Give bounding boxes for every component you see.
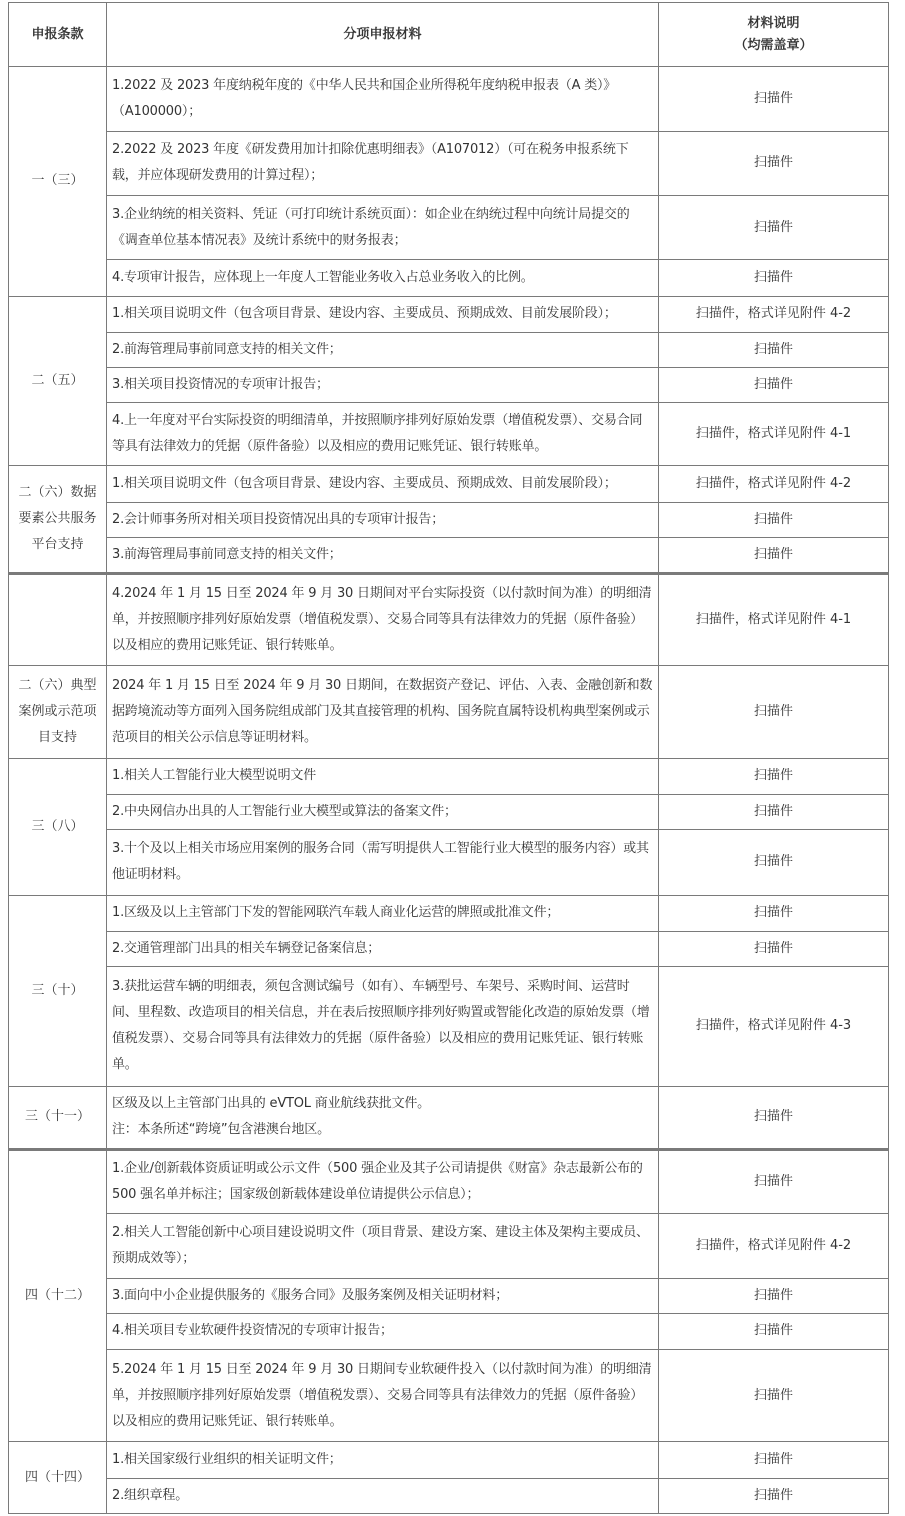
table-row — [9, 1086, 889, 1149]
note-cell: 扫描件 — [659, 131, 889, 195]
note-cell: 扫描件，格式详见附件 4-3 — [659, 966, 889, 1086]
material-cell: 1.相关项目说明文件（包含项目背景、建设内容、主要成员、预期成效、目前发展阶段）； — [107, 296, 659, 332]
material-cell: 3.十个及以上相关市场应用案例的服务合同（需写明提供人工智能行业大模型的服务内容）或其他证明材料。 — [107, 830, 659, 895]
material-cell: 1.相关项目说明文件（包含项目背景、建设内容、主要成员、预期成效、目前发展阶段）； — [107, 466, 659, 502]
clause-cell: 二（六）典型案例或示范项目支持 — [9, 666, 107, 758]
note-cell: 扫描件 — [659, 1149, 889, 1213]
table-row — [9, 195, 889, 259]
note-cell: 扫描件，格式详见附件 4-2 — [659, 1214, 889, 1278]
note-cell: 扫描件，格式详见附件 4-2 — [659, 466, 889, 502]
note-cell: 扫描件，格式详见附件 4-2 — [659, 296, 889, 332]
table-row — [9, 1149, 889, 1213]
table-row — [9, 1349, 889, 1441]
material-cell: 3.前海管理局事前同意支持的相关文件； — [107, 537, 659, 573]
table-row — [9, 758, 889, 794]
material-cell: 3.面向中小企业提供服务的《服务合同》及服务案例及相关证明材料； — [107, 1278, 659, 1313]
materials-table — [8, 2, 889, 1514]
table-row — [9, 260, 889, 296]
table-row — [9, 1442, 889, 1478]
note-cell: 扫描件 — [659, 332, 889, 367]
table-row — [9, 403, 889, 466]
note-cell: 扫描件 — [659, 537, 889, 573]
table-row — [9, 502, 889, 537]
table-row — [9, 332, 889, 367]
note-cell: 扫描件 — [659, 758, 889, 794]
note-cell: 扫描件 — [659, 1349, 889, 1441]
material-line: 区级及以上主管部门出具的 eVTOL 商业航线获批文件。 — [112, 1096, 430, 1112]
material-cell: 2.会计师事务所对相关项目投资情况出具的专项审计报告； — [107, 502, 659, 537]
note-cell: 扫描件 — [659, 1442, 889, 1478]
header-note-line2: （均需盖章） — [734, 37, 813, 53]
note-cell: 扫描件，格式详见附件 4-1 — [659, 573, 889, 665]
note-cell: 扫描件 — [659, 1086, 889, 1149]
table-row — [9, 1478, 889, 1513]
table-row — [9, 296, 889, 332]
note-cell: 扫描件 — [659, 1478, 889, 1513]
material-cell: 3.企业纳统的相关资料、凭证（可打印统计系统页面）：如企业在纳统过程中向统计局提交的《调查单位基本情况表》及统计系统中的财务报表； — [107, 195, 659, 259]
table-row — [9, 1313, 889, 1349]
material-cell: 4.相关项目专业软硬件投资情况的专项审计报告； — [107, 1313, 659, 1349]
note-cell: 扫描件 — [659, 195, 889, 259]
material-cell: 3.获批运营车辆的明细表，须包含测试编号（如有）、车辆型号、车架号、采购时间、运营时间、里程数、改造项目的相关信息，并在表后按照顺序排列好购置或智能化改造的原始发票（增值税发票）、交易合同等具有法律效力的凭据（原件备验）以及相应的费用记账凭证、银行转账单。 — [107, 966, 659, 1086]
note-cell: 扫描件，格式详见附件 4-1 — [659, 403, 889, 466]
note-cell: 扫描件 — [659, 830, 889, 895]
clause-cell — [9, 573, 107, 665]
note-cell: 扫描件 — [659, 795, 889, 830]
material-cell: 2.前海管理局事前同意支持的相关文件； — [107, 332, 659, 367]
material-cell: 1.相关人工智能行业大模型说明文件 — [107, 758, 659, 794]
clause-cell: 四（十二） — [9, 1149, 107, 1442]
clause-cell: 三（十一） — [9, 1086, 107, 1149]
material-cell: 2.交通管理部门出具的相关车辆登记备案信息； — [107, 931, 659, 966]
material-cell: 2.2022 及 2023 年度《研发费用加计扣除优惠明细表》（A107012）（可在税务申报系统下载，并应体现研发费用的计算过程）； — [107, 131, 659, 195]
header-material: 分项申报材料 — [107, 3, 659, 67]
clause-cell: 三（八） — [9, 758, 107, 895]
material-cell: 1.2022 及 2023 年度纳税年度的《中华人民共和国企业所得税年度纳税申报表（A 类）》（A100000）； — [107, 67, 659, 131]
table-row — [9, 537, 889, 573]
note-cell: 扫描件 — [659, 502, 889, 537]
table-row — [9, 666, 889, 758]
material-cell: 4.专项审计报告，应体现上一年度人工智能业务收入占总业务收入的比例。 — [107, 260, 659, 296]
table-row — [9, 966, 889, 1086]
note-cell: 扫描件 — [659, 367, 889, 402]
material-cell: 4.2024 年 1 月 15 日至 2024 年 9 月 30 日期间对平台实际投资（以付款时间为准）的明细清单，并按照顺序排列好原始发票（增值税发票）、交易合同等具有法律效力的凭据（原件备验）以及相应的费用记账凭证、银行转账单。 — [107, 573, 659, 665]
table-row — [9, 895, 889, 931]
clause-cell: 三（十） — [9, 895, 107, 1086]
clause-cell: 二（六）数据要素公共服务平台支持 — [9, 466, 107, 574]
note-cell: 扫描件 — [659, 666, 889, 758]
table-row — [9, 1278, 889, 1313]
material-cell: 5.2024 年 1 月 15 日至 2024 年 9 月 30 日期间专业软硬件投入（以付款时间为准）的明细清单，并按照顺序排列好原始发票（增值税发票）、交易合同等具有法律效力的凭据（原件备验）以及相应的费用记账凭证、银行转账单。 — [107, 1349, 659, 1441]
table-row — [9, 795, 889, 830]
material-cell: 1.相关国家级行业组织的相关证明文件； — [107, 1442, 659, 1478]
table-row — [9, 931, 889, 966]
header-row — [9, 3, 889, 67]
header-note-line1: 材料说明 — [747, 15, 800, 31]
material-cell: 2.组织章程。 — [107, 1478, 659, 1513]
note-cell: 扫描件 — [659, 895, 889, 931]
table-row — [9, 1214, 889, 1278]
note-cell: 扫描件 — [659, 931, 889, 966]
note-cell: 扫描件 — [659, 67, 889, 131]
material-cell: 1.企业/创新载体资质证明或公示文件（500 强企业及其子公司请提供《财富》杂志最新公布的 500 强名单并标注；国家级创新载体建设单位请提供公示信息）； — [107, 1149, 659, 1213]
table-row — [9, 573, 889, 665]
material-cell: 2024 年 1 月 15 日至 2024 年 9 月 30 日期间，在数据资产登记、评估、入表、金融创新和数据跨境流动等方面列入国务院组成部门及其直接管理的机构、国务院直属特设机构典型案例或示范项目的相关公示信息等证明材料。 — [107, 666, 659, 758]
material-cell: 4.上一年度对平台实际投资的明细清单，并按照顺序排列好原始发票（增值税发票）、交易合同等具有法律效力的凭据（原件备验）以及相应的费用记账凭证、银行转账单。 — [107, 403, 659, 466]
clause-cell: 四（十四） — [9, 1442, 107, 1514]
material-cell: 1.区级及以上主管部门下发的智能网联汽车载人商业化运营的牌照或批准文件； — [107, 895, 659, 931]
material-cell — [107, 1086, 659, 1149]
table-row — [9, 367, 889, 402]
material-footnote: 注：本条所述“跨境”包含港澳台地区。 — [112, 1122, 330, 1138]
clause-cell: 二（五） — [9, 296, 107, 466]
clause-cell: 一（三） — [9, 67, 107, 296]
table-row — [9, 131, 889, 195]
table-row — [9, 67, 889, 131]
note-cell: 扫描件 — [659, 1313, 889, 1349]
material-cell: 2.中央网信办出具的人工智能行业大模型或算法的备案文件； — [107, 795, 659, 830]
material-cell: 2.相关人工智能创新中心项目建设说明文件（项目背景、建设方案、建设主体及架构主要成员、预期成效等）； — [107, 1214, 659, 1278]
header-note — [659, 3, 889, 67]
table-row — [9, 466, 889, 502]
note-cell: 扫描件 — [659, 260, 889, 296]
note-cell: 扫描件 — [659, 1278, 889, 1313]
header-clause: 申报条款 — [9, 3, 107, 67]
table-row — [9, 830, 889, 895]
material-cell: 3.相关项目投资情况的专项审计报告； — [107, 367, 659, 402]
